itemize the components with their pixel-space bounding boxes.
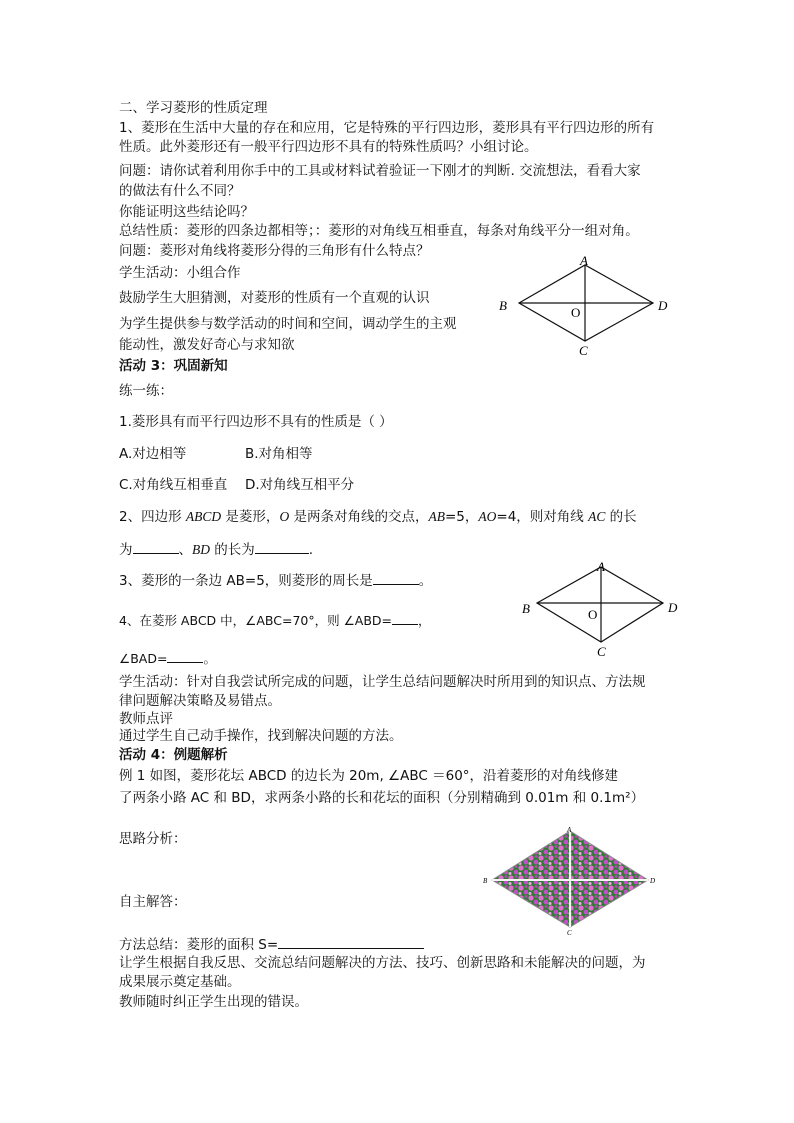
vertex-label-b: B — [483, 877, 488, 885]
paragraph-line: 学生活动：小组合作 — [119, 265, 241, 281]
paragraph-line: 你能证明这些结论吗？ — [119, 204, 254, 220]
answer-label: 自主解答： — [119, 894, 187, 910]
option-b: B.对角相等 — [245, 446, 313, 462]
paragraph-line: 教师随时纠正学生出现的错误。 — [119, 994, 308, 1010]
vertex-label-b: B — [522, 601, 530, 616]
question-3: 3、菱形的一条边 AB=5，则菱形的周长是 。 — [119, 570, 432, 590]
method-summary: 方法总结：菱形的面积 S= — [119, 934, 424, 954]
paragraph-line: 学生活动：针对自我尝试所完成的问题，让学生总结问题解决时所用到的知识点、方法规 — [119, 674, 646, 690]
answer-blank[interactable] — [278, 934, 424, 949]
question-2: 2、四边形 ABCD 是菱形，O 是两条对角线的交点，AB=5，AO=4，则对角线 AC 的长 — [119, 509, 637, 525]
question-4-line2: ∠BAD= 。 — [119, 648, 216, 668]
vertex-label-a: A — [567, 826, 572, 834]
paragraph-line: 1、菱形在生活中大量的存在和应用，它是特殊的平行四边形，菱形具有平行四边形的所有 — [119, 120, 655, 136]
example-line: 了两条小路 AC 和 BD，求两条小路的长和花坛的面积（分别精确到 0.01m 和 0.1m²） — [119, 790, 645, 806]
rhombus-figure-1 — [495, 255, 675, 360]
analysis-label: 思路分析： — [119, 831, 187, 847]
option-a: A.对边相等 — [119, 446, 187, 462]
rhombus-figure-2 — [518, 560, 688, 660]
option-d: D.对角线互相平分 — [245, 477, 355, 493]
vertex-label-d: D — [658, 298, 668, 313]
flower-bed-figure — [478, 825, 668, 935]
paragraph-line: 通过学生自己动手操作，找到解决问题的方法。 — [119, 728, 403, 744]
vertex-label-a: A — [580, 255, 588, 268]
paragraph-line: 鼓励学生大胆猜测，对菱形的性质有一个直观的认识 — [119, 290, 430, 306]
paragraph-line: 律问题解决策略及易错点。 — [119, 693, 281, 709]
paragraph-line: 的做法有什么不同？ — [119, 183, 241, 199]
vertex-label-a: A — [597, 560, 605, 574]
activity3-title: 活动 3：巩固新知 — [119, 358, 228, 374]
activity4-title: 活动 4：例题解析 — [119, 747, 228, 763]
paragraph-line: 为学生提供参与数学活动的时间和空间，调动学生的主观 — [119, 316, 457, 332]
paragraph-line: 总结性质：菱形的四条边都相等；：菱形的对角线互相垂直，每条对角线平分一组对角。 — [119, 223, 639, 239]
answer-blank[interactable] — [373, 570, 419, 585]
answer-blank[interactable] — [255, 539, 309, 554]
center-label-o: O — [571, 305, 581, 320]
practice-label: 练一练： — [119, 383, 173, 399]
question-4: 4、在菱形 ABCD 中，∠ABC=70°，则 ∠ABD= ， — [119, 610, 431, 630]
vertex-label-c: C — [579, 343, 588, 358]
answer-blank[interactable] — [167, 648, 203, 663]
center-label-o: O — [588, 607, 598, 622]
answer-blank[interactable] — [133, 539, 179, 554]
paragraph-line: 问题：请你试着利用你手中的工具或材料试着验证一下刚才的判断. 交流想法，看看大家 — [119, 163, 641, 179]
option-c: C.对角线互相垂直 — [119, 477, 228, 493]
question-2-line2: 为 、BD 的长为 . — [119, 539, 313, 559]
section-title: 二、学习菱形的性质定理 — [119, 100, 268, 116]
answer-blank[interactable] — [392, 610, 418, 625]
vertex-label-d: D — [668, 600, 678, 615]
paragraph-line: 性质。此外菱形还有一般平行四边形不具有的特殊性质吗？小组讨论。 — [119, 139, 538, 155]
paragraph-line: 能动性，激发好奇心与求知欲 — [119, 337, 295, 353]
vertex-label-c: C — [597, 644, 606, 659]
paragraph-line: 教师点评 — [119, 711, 173, 727]
vertex-label-d: D — [650, 877, 656, 885]
paragraph-line: 成果展示奠定基础。 — [119, 974, 241, 990]
question-1: 1.菱形具有而平行四边形不具有的性质是（ ） — [119, 414, 393, 430]
vertex-label-b: B — [499, 298, 507, 313]
vertex-label-c: C — [567, 929, 572, 935]
example-line: 例 1 如图，菱形花坛 ABCD 的边长为 20m, ∠ABC ＝60°，沿着菱形的对角线修建 — [119, 768, 619, 784]
paragraph-line: 问题：菱形对角线将菱形分得的三角形有什么特点？ — [119, 243, 430, 259]
paragraph-line: 让学生根据自我反思、交流总结问题解决的方法、技巧、创新思路和未能解决的问题，为 — [119, 955, 646, 971]
